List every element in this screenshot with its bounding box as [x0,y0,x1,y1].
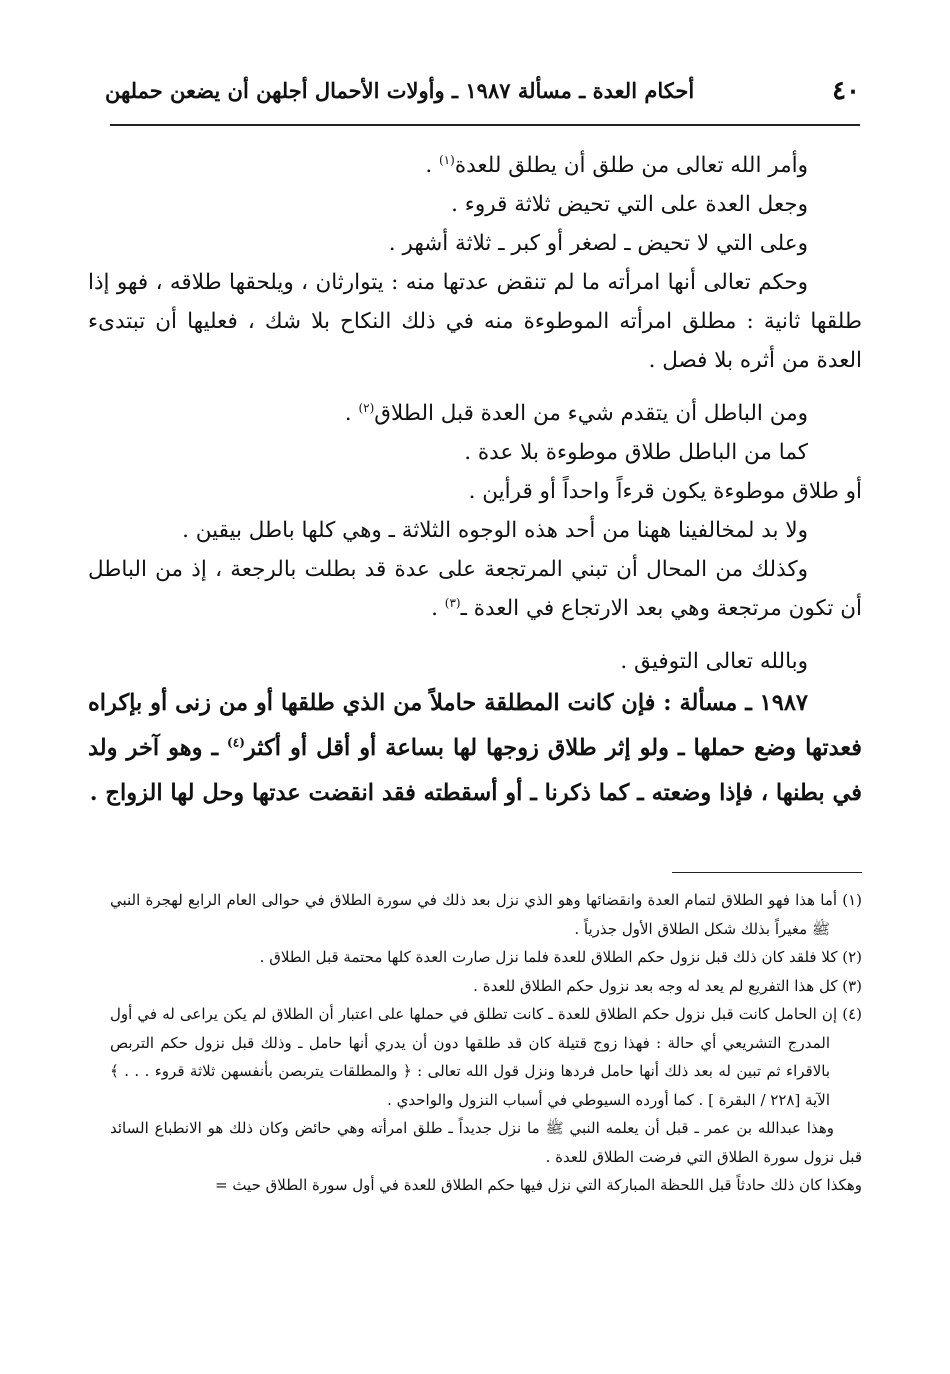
footnote-4-continuation: وهكذا كان ذلك حادثاً قبل اللحظة المباركة التي نزل فيها حكم الطلاق للعدة في أول سورة الطلاق حيث = [214,1176,862,1194]
paragraph: وبالله تعالى التوفيق . [620,649,808,674]
paragraph-text: وأمر الله تعالى من طلق أن يطلق للعدة [454,153,808,178]
paragraph: وعلى التي لا تحيض ـ لصغر أو كبر ـ ثلاثة أشهر . [388,231,808,256]
footnote-ref: (٤) [227,735,245,750]
footnote-3: (٣) كل هذا التفريع لم يعد له وجه بعد نزول حكم الطلاق للعدة . [473,976,862,995]
paragraph [88,394,862,433]
paragraph: كما من الباطل طلاق موطوءة بلا عدة . [464,440,808,465]
paragraph [88,146,862,185]
footnote-4: (٤) إن الحامل كانت قبل نزول حكم الطلاق للعدة ـ كانت تطلق في حملها على اعتبار أن الطلاق لم يكن يراعى له في أول المدرج التشريعي أي حالة : فهذا زوج قتيلة كان قد طلقها دون أن يدري أنها حامل ـ وذلك قبل نزول حكم التربص بالاقراء ثم تبين له بعد ذلك أنها حامل فردها ونزل قول الله تعالى : ﴿ والمطلقات يتربصن بأنفسهن ثلاثة قروء . . . ﴾ الآية [٢٢٨ / البقرة ] . كما أورده السيوطي في أسباب النزول والواحدي . [110,1005,862,1109]
main-text [88,146,862,816]
issue-label: ١٩٨٧ ـ مسألة : [663,690,809,716]
paragraph-end: . [344,401,359,426]
footnote-divider [672,872,862,873]
paragraph: وحكم تعالى أنها امرأته ما لم تنقض عدتها منه : يتوارثان ، ويلحقها طلاقه ، فهو إذا طلقها ثانية : مطلق امرأته الموطوءة منه في ذلك النكاح بلا شك ، فعليها أن تبتدىء العدة من أثره بلا فصل . [88,270,862,373]
footnote-ref: (١) [438,152,455,167]
paragraph: ولا بد لمخالفينا ههنا من أحد هذه الوجوه الثلاثة ـ وهي كلها باطل بيقين . [182,518,808,543]
issue-text: ـ وهو آخر ولد في بطنها ، فإذا وضعته ـ كما ذكرنا ـ أو أسقطته فقد انقضت عدتها وحل لها الزواج . [88,735,862,806]
page-number: ٤٠ [832,76,860,106]
issue-text: فإن كانت المطلقة حاملاً من الذي طلقها أو من زنى أو بإكراه فعدتها وضع حملها ـ ولو إثر طلاق زوجها لها بساعة أو أقل أو أكثر [88,690,862,761]
paragraph: أو طلاق موطوءة يكون قرءاً واحداً أو قرأين . [468,479,862,504]
page-header [105,62,860,116]
issue-paragraph [88,681,862,816]
footnotes [110,886,862,1200]
paragraph-text: وكذلك من المحال أن تبني المرتجعة على عدة قد بطلت بالرجعة ، إذ من الباطل أن تكون مرتجعة وهي بعد الارتجاع في العدة ـ [88,557,862,621]
footnote-ref: (٢) [358,400,375,415]
paragraph: وجعل العدة على التي تحيض ثلاثة قروء . [451,192,808,217]
footnote-4-continuation: وهذا عبدالله بن عمر ـ قبل أن يعلمه النبي ﷺ ما نزل جديداً ـ طلق امرأته وهي حائض وكان ذلك هو الانطباع السائد قبل نزول سورة الطلاق التي فرضت الطلاق للعدة . [110,1119,862,1166]
footnote-ref: (٣) [444,595,461,610]
paragraph-text: ومن الباطل أن يتقدم شيء من العدة قبل الطلاق [374,401,808,426]
paragraph-end: . [431,596,445,621]
paragraph [88,550,862,628]
footnote-1: (١) أما هذا فهو الطلاق لتمام العدة وانقضائها وهو الذي نزل بعد ذلك في سورة الطلاق في حوالى العام الرابع لهجرة النبي ﷺ مغيراً بذلك شكل الطلاق الأول جذرياً . [110,891,862,938]
paragraph-end: . [425,153,439,178]
footnote-2: (٢) كلا فلقد كان ذلك قبل نزول حكم الطلاق للعدة فلما نزل صارت العدة كلها محتمة قبل الطلاق . [259,948,862,966]
running-title: أحكام العدة ـ مسألة ١٩٨٧ ـ وأولات الأحمال أجلهن أن يضعن حملهن [105,78,695,103]
header-divider [110,124,860,126]
